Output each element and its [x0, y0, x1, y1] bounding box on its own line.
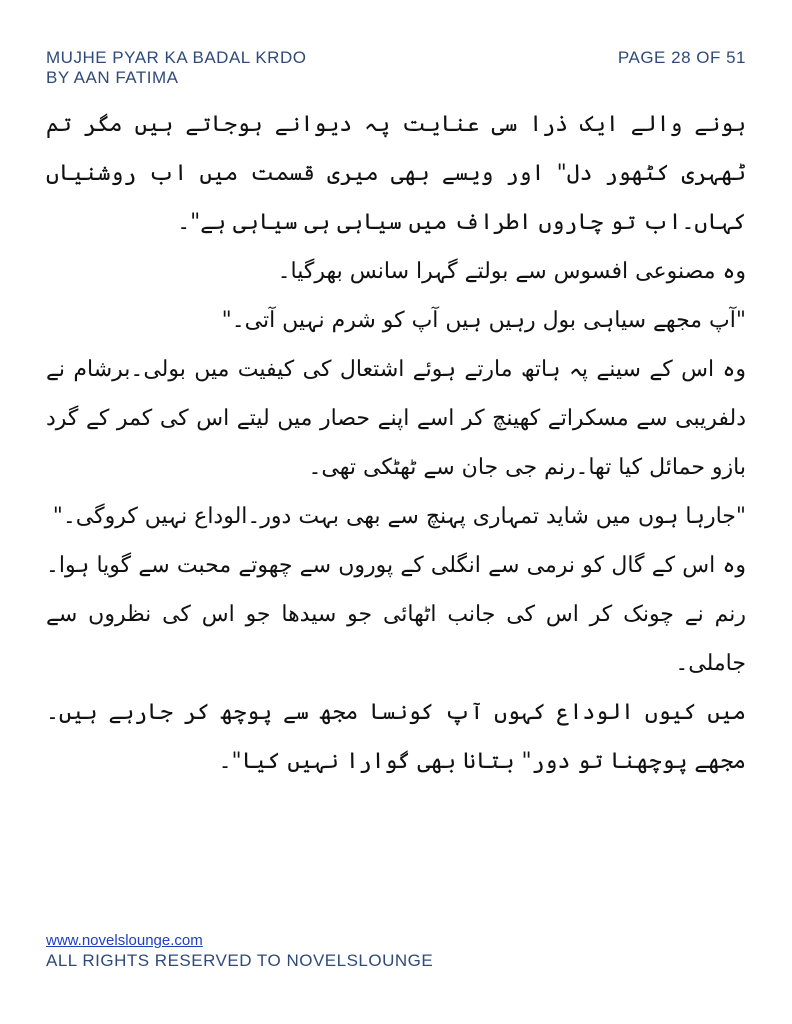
- paragraph: ہونے والے ایک ذرا سی عنایت پہ دیوانے ہوجاتے ہیں مگر تم ٹھہری کٹھور دل" اور ویسے بھی میری قسمت میں اب روشنیاں کہاں۔اب تو چاروں اطراف میں سیاہی ہی سیاہی ہے"۔: [46, 112, 746, 235]
- novel-title: MUJHE PYAR KA BADAL KRDO: [46, 48, 307, 67]
- rights-notice: ALL RIGHTS RESERVED TO NOVELSLOUNGE: [46, 951, 434, 970]
- paragraph: میں کیوں الوداع کہوں آپ کونسا مجھ سے پوچھ کر جارہے ہیں۔مجھے پوچھنا تو دور" بتانا بھی گوارا نہیں کیا"۔: [46, 700, 746, 774]
- author-name: BY AAN FATIMA: [46, 68, 179, 87]
- story-text: [46, 100, 746, 920]
- page-header: [46, 48, 746, 94]
- paragraph: "جارہا ہوں میں شاید تمہاری پہنچ سے بھی بہت دور۔الوداع نہیں کروگی۔": [52, 504, 746, 529]
- paragraph: وہ اس کے گال کو نرمی سے انگلی کے پوروں سے چھوتے محبت سے گویا ہوا۔رنم نے چونک کر اس کی جانب اٹھائی جو سیدھا جو اس کی نظروں سے جاملی۔: [46, 553, 746, 676]
- page-number: PAGE 28 OF 51: [617, 48, 746, 67]
- website-link[interactable]: www.novelslounge.com: [46, 932, 203, 949]
- paragraph: "آپ مجھے سیاہی بول رہیں ہیں آپ کو شرم نہیں آتی۔": [221, 308, 746, 333]
- paragraph: وہ اس کے سینے پہ ہاتھ مارتے ہوئے اشتعال کی کیفیت میں بولی۔برشام نے دلفریبی سے مسکراتے کھینچ کر اسے اپنے حصار میں لیتے اس کی کمر کے گرد بازو حمائل کیا تھا۔رنم جی جان سے ٹھٹکی تھی۔: [46, 357, 746, 480]
- paragraph: وہ مصنوعی افسوس سے بولتے گہرا سانس بھرگیا۔: [277, 259, 746, 284]
- page-footer: [46, 932, 433, 972]
